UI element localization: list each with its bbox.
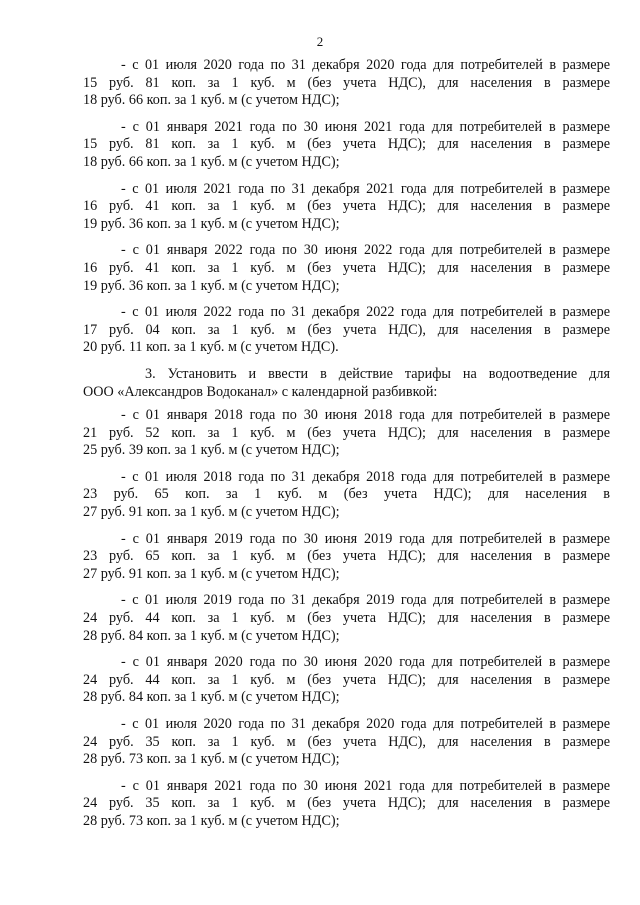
tariff-item-line: 18 руб. 66 коп. за 1 куб. м (с учетом НДС);: [83, 92, 340, 109]
section-3-line: ООО «Александров Водоканал» с календарной разбивкой:: [83, 383, 438, 400]
section-3-heading: [83, 366, 610, 401]
tariff-item: [83, 407, 610, 460]
tariff-item: [83, 242, 610, 295]
tariff-item: [83, 654, 610, 707]
tariff-item: [83, 57, 610, 110]
page-number: 2: [316, 34, 324, 49]
tariff-item-line: - с 01 июля 2020 года по 31 декабря 2020 года для потребителей в размере: [121, 57, 610, 73]
document-body: [83, 57, 610, 840]
tariff-item-line: 28 руб. 73 коп. за 1 куб. м (с учетом НДС);: [83, 751, 340, 768]
tariff-item: [83, 716, 610, 769]
tariff-item: [83, 531, 610, 584]
tariff-item-line: 27 руб. 91 коп. за 1 куб. м (с учетом НДС);: [83, 504, 340, 521]
tariff-item-line: 27 руб. 91 коп. за 1 куб. м (с учетом НДС);: [83, 565, 340, 582]
tariff-item: [83, 778, 610, 831]
tariff-item-line: 19 руб. 36 коп. за 1 куб. м (с учетом НДС);: [83, 277, 340, 294]
tariff-item-line: - с 01 июля 2022 года по 31 декабря 2022 года для потребителей в размере: [121, 304, 610, 321]
tariff-item-line: 19 руб. 36 коп. за 1 куб. м (с учетом НДС);: [83, 215, 340, 232]
tariff-item-line: 24 руб. 44 коп. за 1 куб. м (без учета НДС); для населения в размере: [83, 610, 610, 627]
tariff-item: [83, 304, 610, 357]
tariff-item-line: 20 руб. 11 коп. за 1 куб. м (с учетом НДС).: [83, 339, 339, 356]
tariff-item-line: 16 руб. 41 коп. за 1 куб. м (без учета НДС); для населения в размере: [83, 259, 610, 276]
tariff-item-line: 28 руб. 73 коп. за 1 куб. м (с учетом НДС);: [83, 812, 340, 829]
tariff-item-line: 17 руб. 04 коп. за 1 куб. м (без учета НДС), для населения в размере: [83, 321, 610, 338]
tariff-item-line: 23 руб. 65 коп. за 1 куб. м (без учета НДС); для населения в: [83, 486, 610, 503]
tariff-item-line: 24 руб. 35 коп. за 1 куб. м (без учета НДС); для населения в размере: [83, 795, 610, 812]
tariff-item-line: - с 01 июля 2021 года по 31 декабря 2021 года для потребителей в размере: [121, 180, 610, 197]
tariff-item: [83, 119, 610, 172]
tariff-item: [83, 592, 610, 645]
tariff-item-line: 23 руб. 65 коп. за 1 куб. м (без учета НДС); для населения в размере: [83, 548, 610, 565]
tariff-item-line: 18 руб. 66 коп. за 1 куб. м (с учетом НДС);: [83, 153, 340, 170]
tariff-item-line: 28 руб. 84 коп. за 1 куб. м (с учетом НДС);: [83, 689, 340, 706]
tariff-item-line: - с 01 января 2021 года по 30 июня 2021 года для потребителей в размере: [121, 118, 610, 135]
tariff-item-line: 28 руб. 84 коп. за 1 куб. м (с учетом НДС);: [83, 627, 340, 644]
tariff-item-line: 15 руб. 81 коп. за 1 куб. м (без учета НДС), для населения в размере: [83, 74, 610, 91]
tariff-item-line: 25 руб. 39 коп. за 1 куб. м (с учетом НДС);: [83, 442, 340, 459]
tariff-item-line: - с 01 января 2021 года по 30 июня 2021 года для потребителей в размере: [121, 777, 610, 794]
tariff-item-line: 24 руб. 35 коп. за 1 куб. м (без учета НДС), для населения в размере: [83, 733, 610, 750]
tariff-item-line: - с 01 января 2020 года по 30 июня 2020 года для потребителей в размере: [121, 654, 610, 671]
tariff-item-line: 24 руб. 44 коп. за 1 куб. м (без учета НДС); для населения в размере: [83, 671, 610, 688]
tariff-item-line: 16 руб. 41 коп. за 1 куб. м (без учета НДС); для населения в размере: [83, 198, 610, 215]
tariff-item: [83, 181, 610, 234]
tariff-item-line: - с 01 июля 2018 года по 31 декабря 2018 года для потребителей в размере: [121, 468, 610, 485]
section-3-line: 3. Установить и ввести в действие тарифы на водоотведение для: [145, 365, 610, 382]
tariff-item: [83, 469, 610, 522]
tariff-item-line: - с 01 января 2022 года по 30 июня 2022 года для потребителей в размере: [121, 242, 610, 259]
tariff-item-line: 15 руб. 81 коп. за 1 куб. м (без учета НДС); для населения в размере: [83, 136, 610, 153]
tariff-item-line: 21 руб. 52 коп. за 1 куб. м (без учета НДС); для населения в размере: [83, 424, 610, 441]
tariff-item-line: - с 01 января 2019 года по 30 июня 2019 года для потребителей в размере: [121, 530, 610, 547]
tariff-item-line: - с 01 июля 2019 года по 31 декабря 2019 года для потребителей в размере: [121, 592, 610, 609]
tariff-item-line: - с 01 июля 2020 года по 31 декабря 2020 года для потребителей в размере: [121, 716, 610, 732]
tariff-item-line: - с 01 января 2018 года по 30 июня 2018 года для потребителей в размере: [121, 407, 610, 424]
